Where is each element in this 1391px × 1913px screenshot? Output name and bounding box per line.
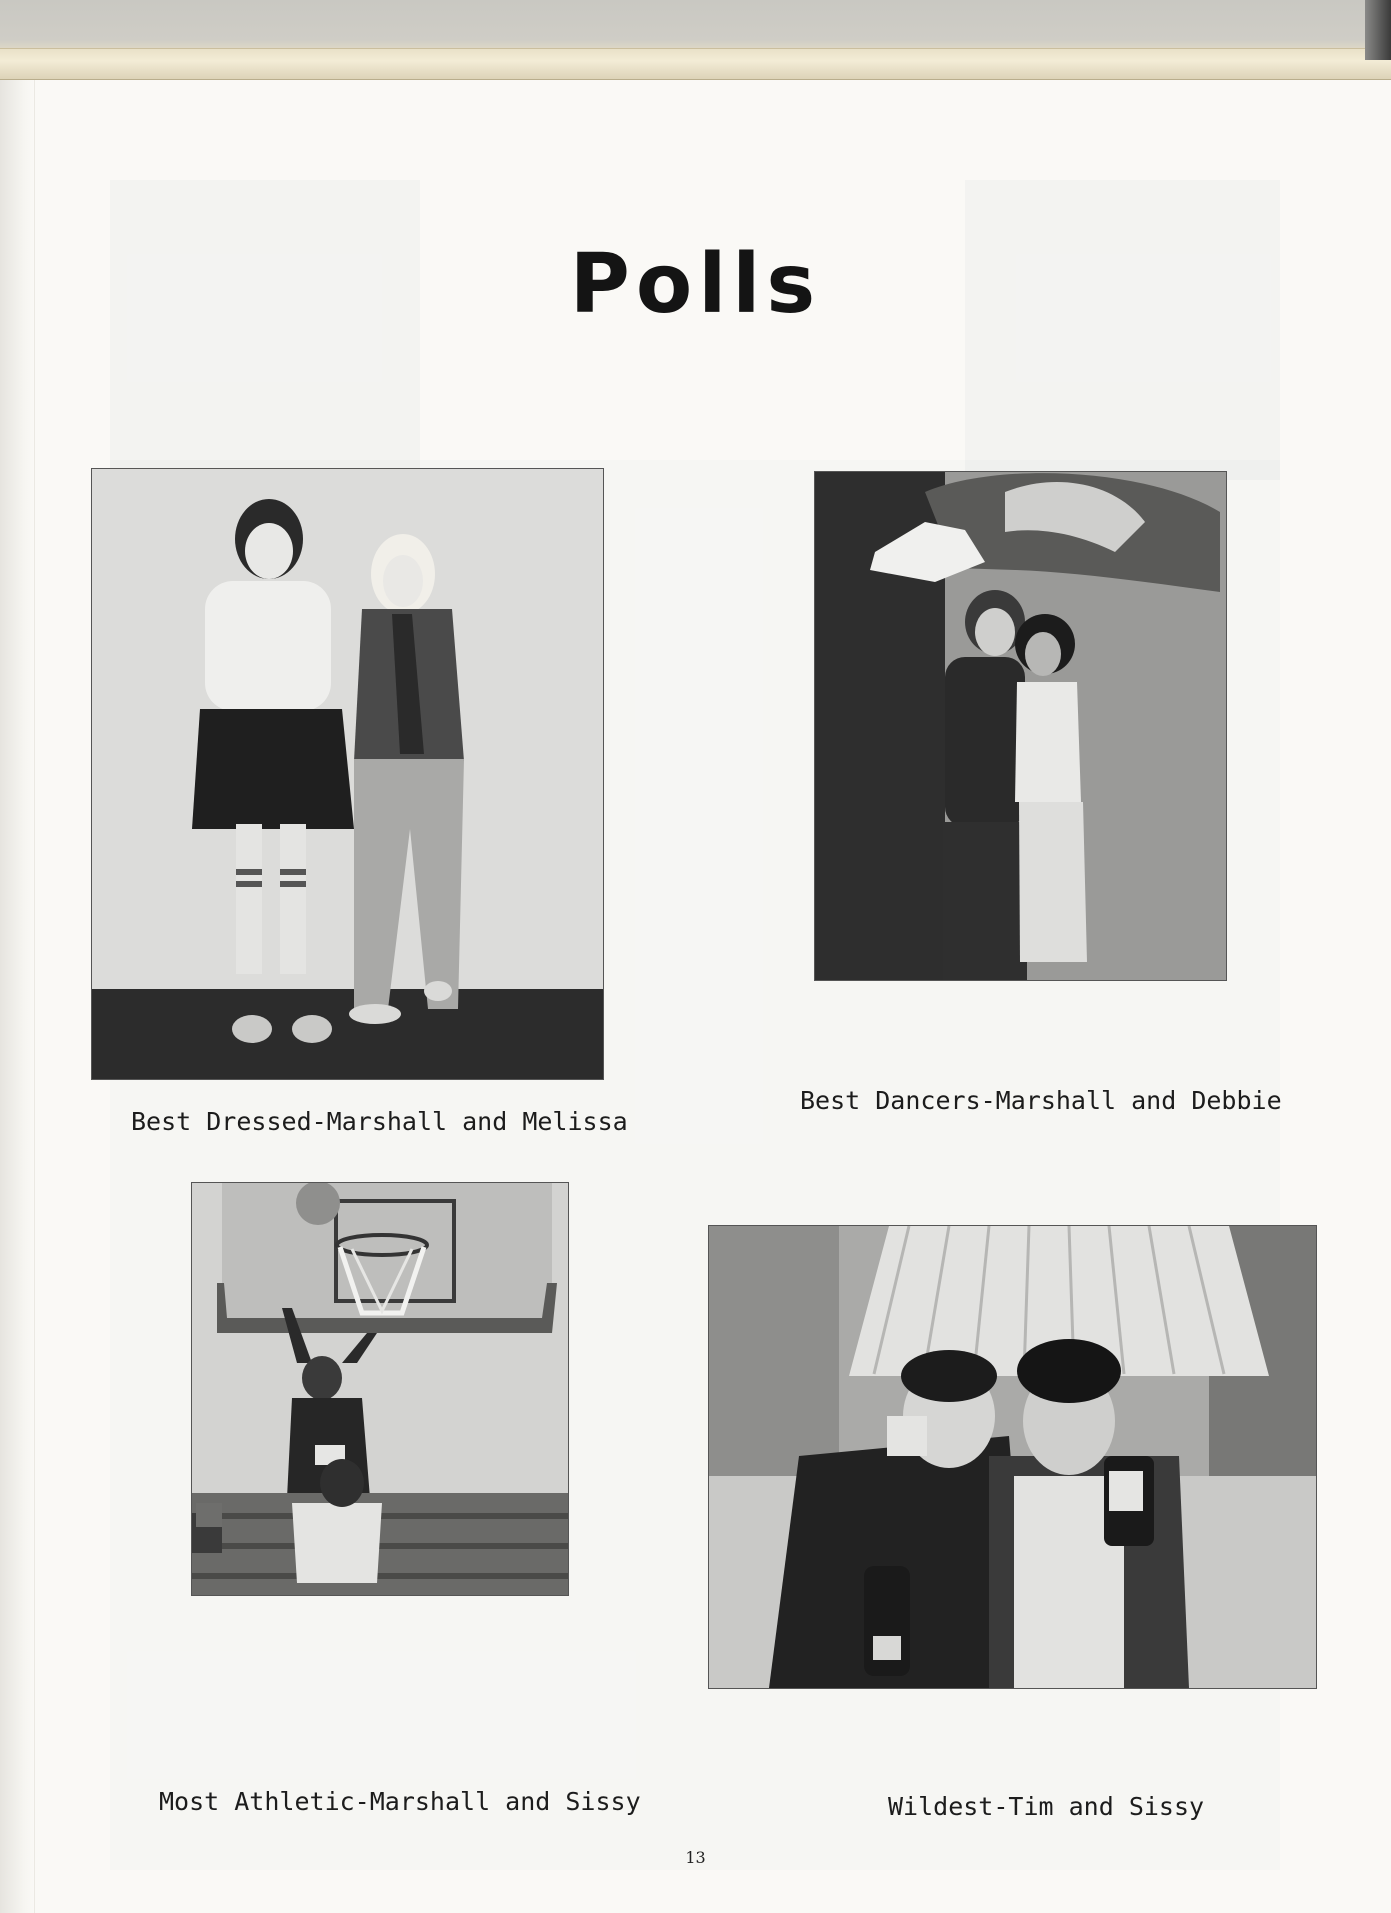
page-gutter (0, 80, 35, 1913)
book-binding (0, 0, 1391, 82)
binding-tape (0, 48, 1391, 80)
photo-best-dancers (815, 472, 1226, 980)
caption-best-dressed: Best Dressed-Marshall and Melissa (131, 1107, 628, 1136)
photo-most-athletic (192, 1183, 568, 1595)
caption-most-athletic: Most Athletic-Marshall and Sissy (159, 1787, 641, 1816)
photo-best-dressed (92, 469, 603, 1079)
yearbook-page (0, 80, 1391, 1913)
caption-wildest: Wildest-Tim and Sissy (888, 1792, 1205, 1821)
page-title: Polls (569, 237, 822, 332)
page-number: 13 (685, 1848, 706, 1867)
photo-wildest (709, 1226, 1316, 1688)
caption-best-dancers: Best Dancers-Marshall and Debbie (800, 1086, 1282, 1115)
binding-corner (1365, 0, 1391, 60)
